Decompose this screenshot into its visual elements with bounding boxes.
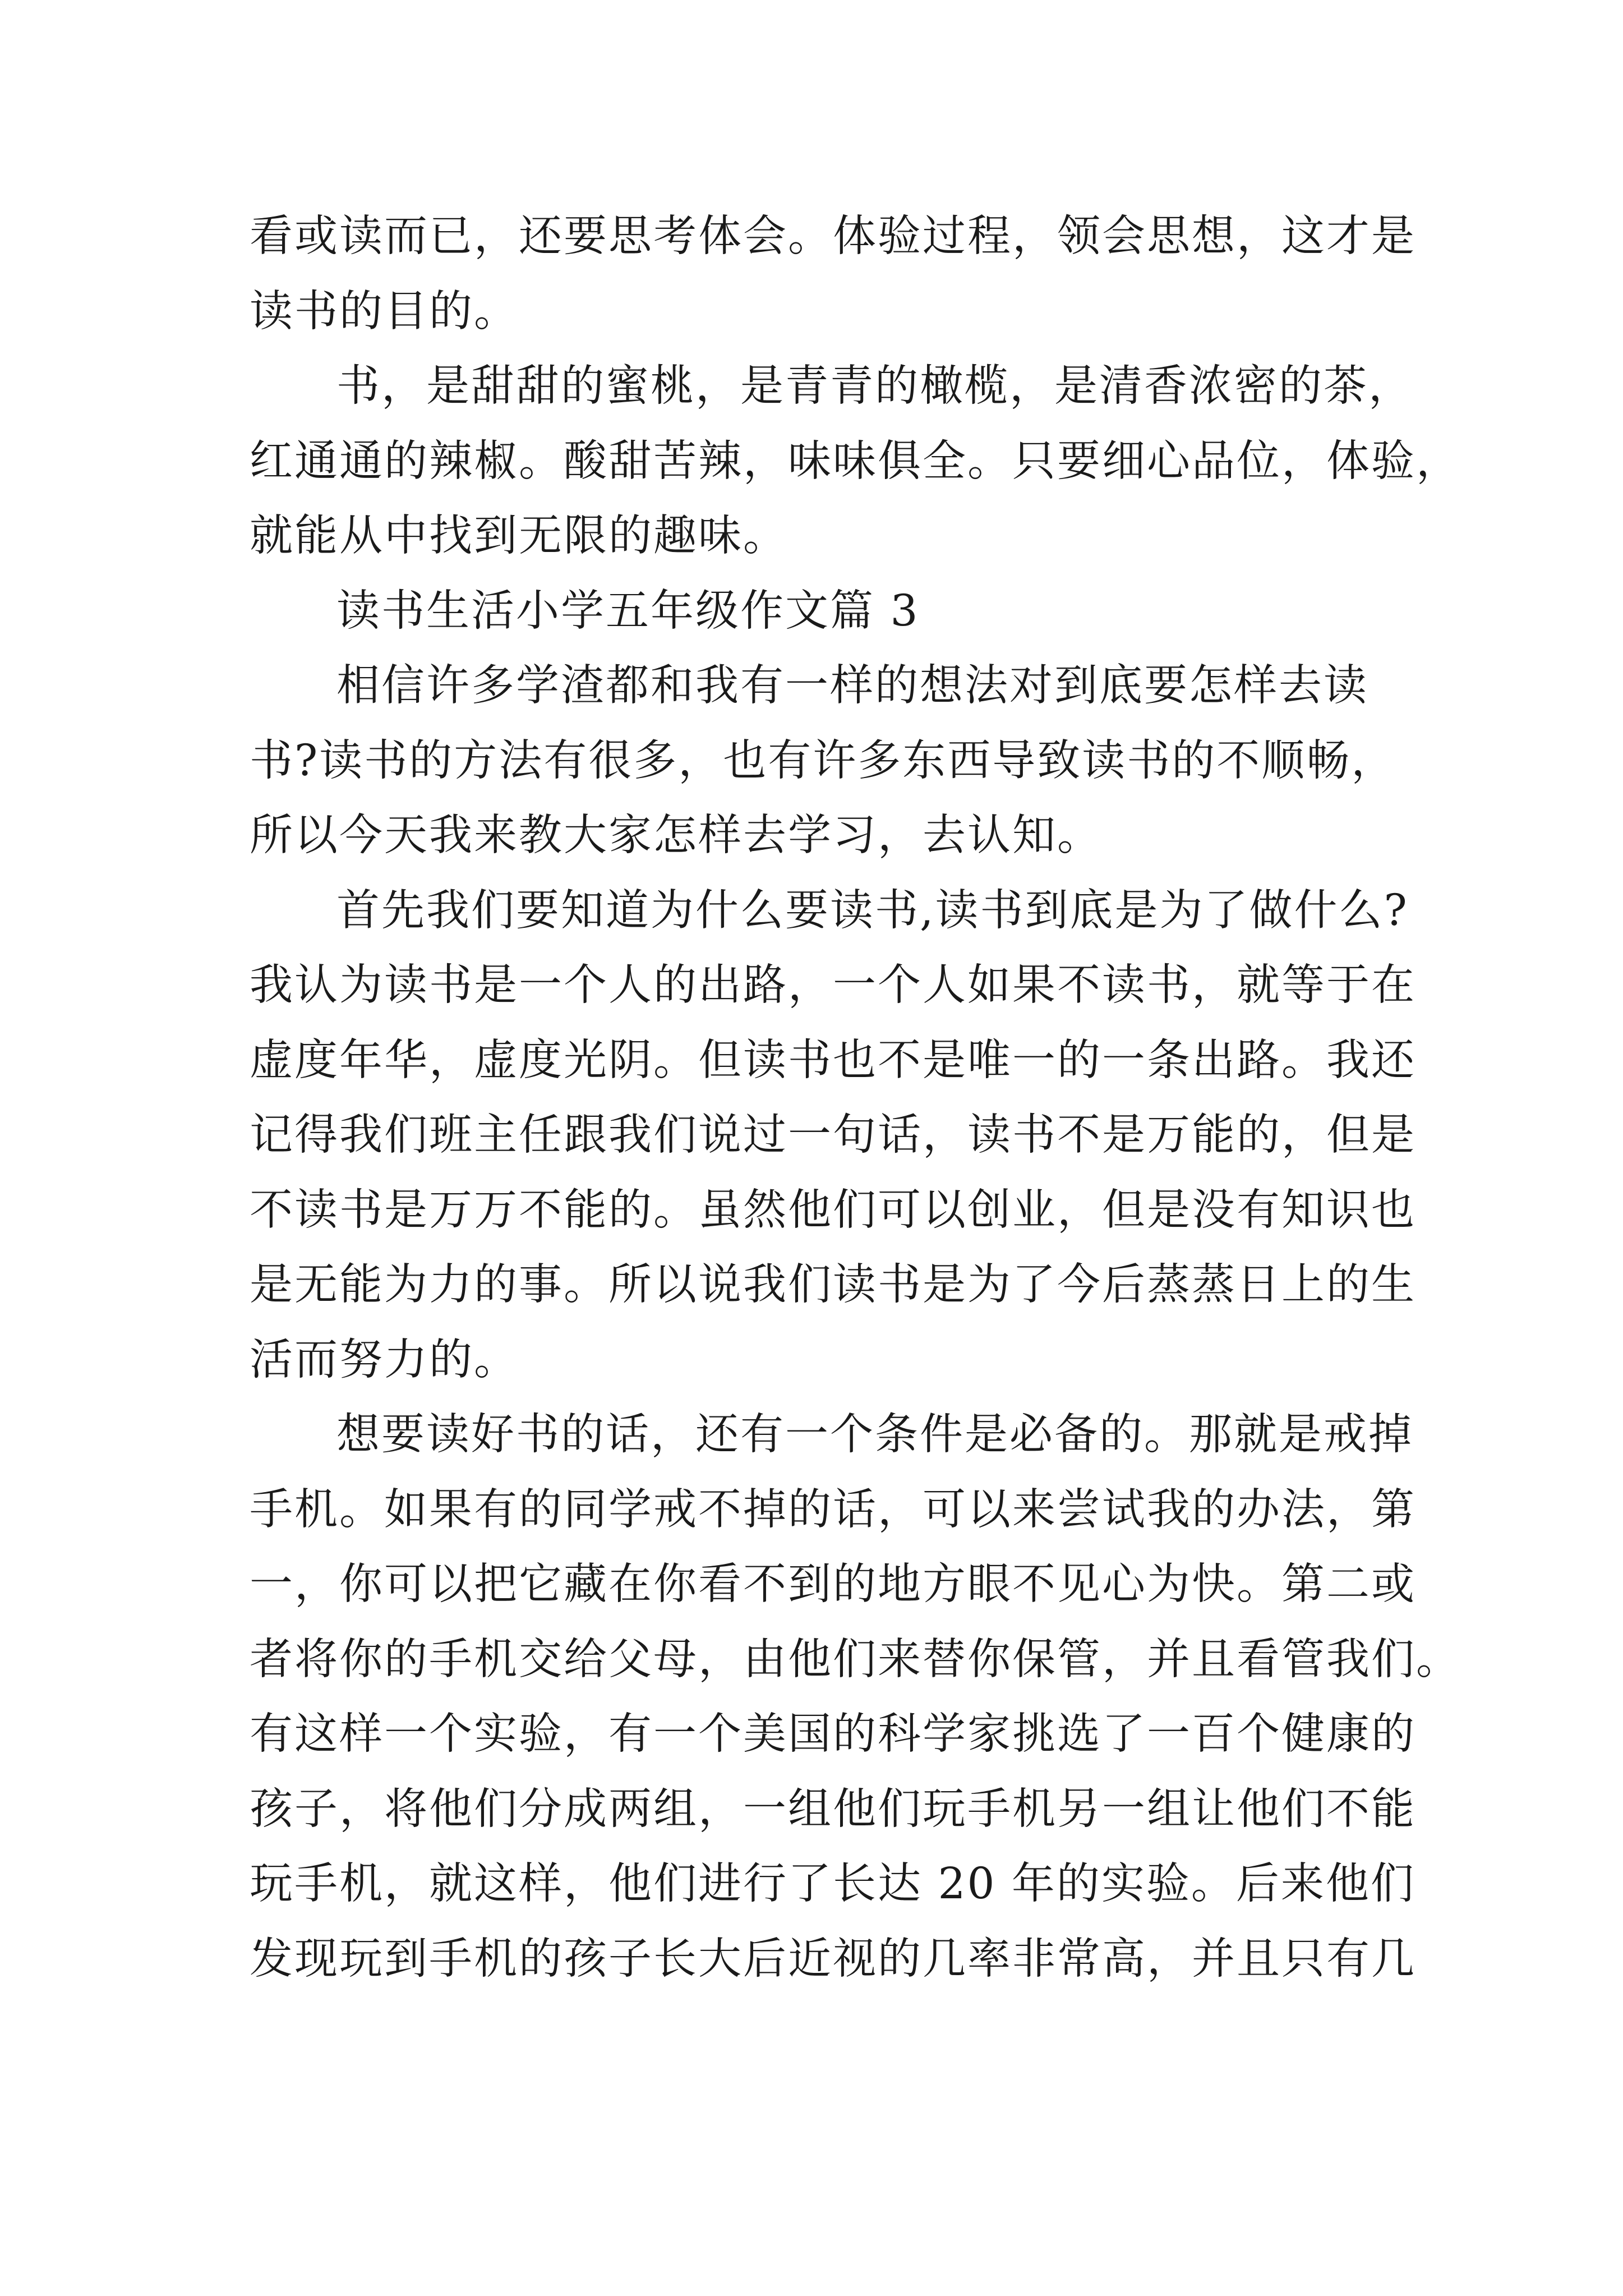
text-line: 虚度年华，虚度光阴。但读书也不是唯一的一条出路。我还	[250, 1035, 1416, 1085]
text-line: 不读书是万万不能的。虽然他们可以创业，但是没有知识也	[250, 1185, 1416, 1235]
text-line: 者将你的手机交给父母，由他们来替你保管，并且看管我们。	[250, 1634, 1461, 1685]
text-line: 我认为读书是一个人的出路，一个人如果不读书，就等于在	[250, 960, 1416, 1010]
text-line: 书，是甜甜的蜜桃，是青青的橄榄，是清香浓密的茶，	[336, 361, 1413, 411]
text-line: 相信许多学渣都和我有一样的想法对到底要怎样去读	[336, 661, 1368, 711]
text-line: 读书生活小学五年级作文篇 3	[336, 586, 920, 636]
text-line: 红通通的辣椒。酸甜苦辣，味味俱全。只要细心品位，体验，	[250, 436, 1461, 486]
document-body	[250, 199, 1461, 1996]
text-line: 读书的目的。	[250, 286, 519, 337]
text-line: 孩子，将他们分成两组，一组他们玩手机另一组让他们不能	[250, 1784, 1416, 1834]
text-line: 所以今天我来教大家怎样去学习，去认知。	[250, 811, 1102, 861]
text-line: 书?读书的方法有很多，也有许多东西导致读书的不顺畅，	[250, 735, 1396, 786]
text-line: 记得我们班主任跟我们说过一句话，读书不是万能的，但是	[250, 1110, 1416, 1160]
text-line: 活而努力的。	[250, 1335, 519, 1385]
text-line: 看或读而已，还要思考体会。体验过程，领会思想，这才是	[250, 211, 1416, 261]
text-line: 是无能为力的事。所以说我们读书是为了今后蒸蒸日上的生	[250, 1260, 1416, 1310]
text-line: 一，你可以把它藏在你看不到的地方眼不见心为快。第二或	[250, 1559, 1416, 1609]
text-line: 想要读好书的话，还有一个条件是必备的。那就是戒掉	[336, 1410, 1413, 1460]
text-line: 发现玩到手机的孩子长大后近视的几率非常高，并且只有几	[250, 1934, 1416, 1984]
text-line: 有这样一个实验，有一个美国的科学家挑选了一百个健康的	[250, 1709, 1416, 1759]
text-line: 手机。如果有的同学戒不掉的话，可以来尝试我的办法，第	[250, 1484, 1416, 1535]
text-line: 就能从中找到无限的趣味。	[250, 511, 788, 561]
text-line: 首先我们要知道为什么要读书,读书到底是为了做什么?	[336, 885, 1409, 936]
text-line: 玩手机，就这样，他们进行了长达 20 年的实验。后来他们	[250, 1859, 1415, 1909]
